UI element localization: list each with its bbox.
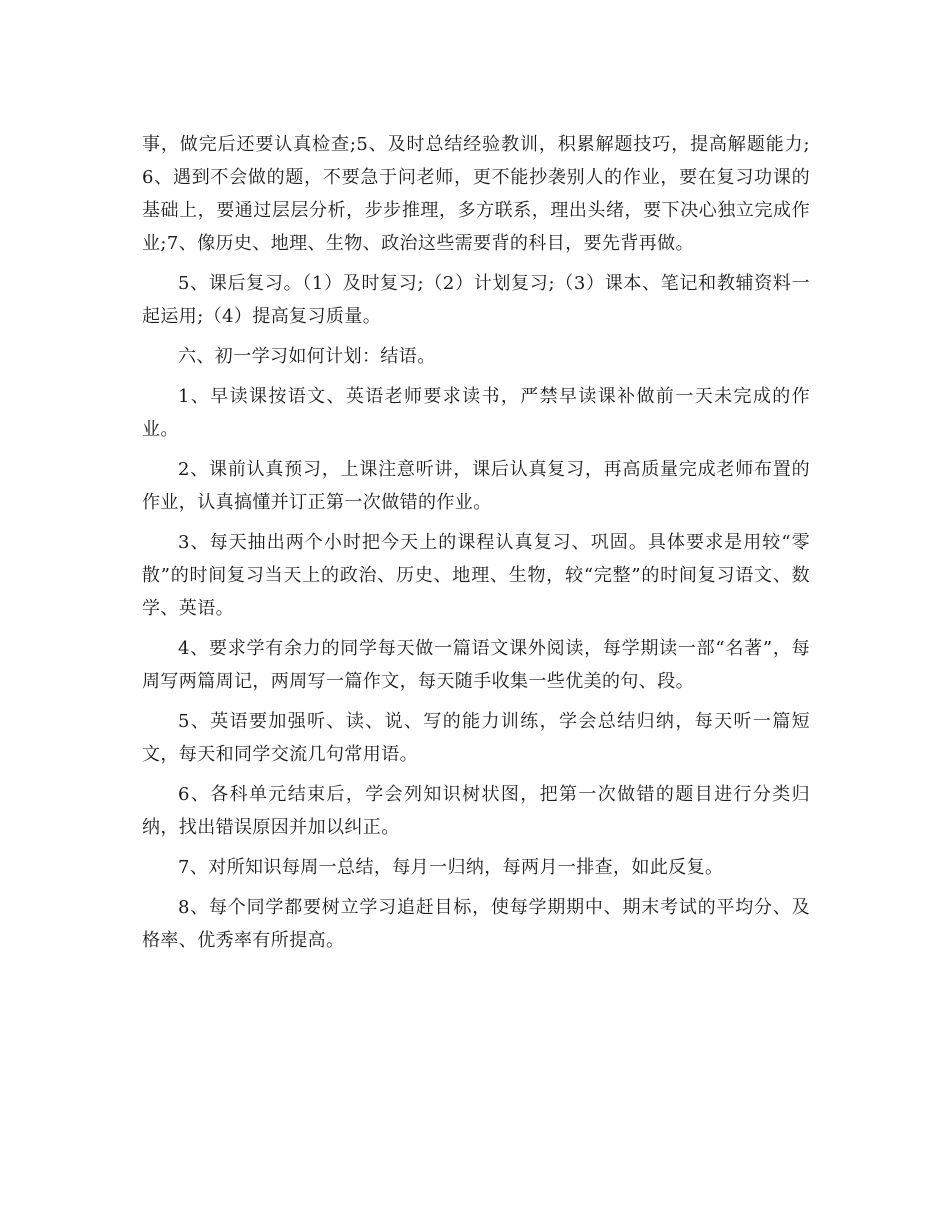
paragraph-item-7: 7、对所知识每周一总结，每月一归纳，每两月一排查，如此反复。 [178, 857, 724, 878]
paragraph-item-2: 2、课前认真预习，上课注意听讲，课后认真复习，再高质量完成老师布置的作业，认真搞懂并订正第一次做错的作业。 [142, 459, 810, 513]
paragraph-item-3: 3、每天抽出两个小时把今天上的课程认真复习、巩固。具体要求是用较“零散”的时间复习当天上的政治、历史、地理、生物，较“完整”的时间复习语文、数学、英语。 [142, 532, 810, 619]
paragraph-item-4: 4、要求学有余力的同学每天做一篇语文课外阅读，每学期读一部“名著”，每周写两篇周记，两周写一篇作文，每天随手收集一些优美的句、段。 [142, 638, 810, 692]
paragraph-after-class-review: 5、课后复习。（1）及时复习;（2）计划复习;（3）课本、笔记和教辅资料一起运用;（4）提高复习质量。 [142, 273, 810, 327]
paragraph-item-6: 6、各科单元结束后，学会列知识树状图，把第一次做错的题目进行分类归纳，找出错误原因并加以纠正。 [142, 784, 810, 838]
section-heading-conclusion: 六、初一学习如何计划：结语。 [178, 346, 436, 367]
paragraph-item-1: 1、早读课按语文、英语老师要求读书，严禁早读课补做前一天未完成的作业。 [142, 386, 810, 440]
paragraph-item-8: 8、每个同学都要树立学习追赶目标，使每学期期中、期末考试的平均分、及格率、优秀率有所提高。 [142, 897, 810, 951]
document-body [142, 128, 810, 964]
paragraph-item-5: 5、英语要加强听、读、说、写的能力训练，学会总结归纳，每天听一篇短文，每天和同学交流几句常用语。 [142, 711, 810, 765]
paragraph-continued-tips: 事，做完后还要认真检查;5、及时总结经验教训，积累解题技巧，提高解题能力;6、遇到不会做的题，不要急于问老师，更不能抄袭别人的作业，要在复习功课的基础上，要通过层层分析，步步推理，多方联系，理出头绪，要下决心独立完成作业;7、像历史、地理、生物、政治这些需要背的科目，要先背再做。 [142, 134, 810, 254]
